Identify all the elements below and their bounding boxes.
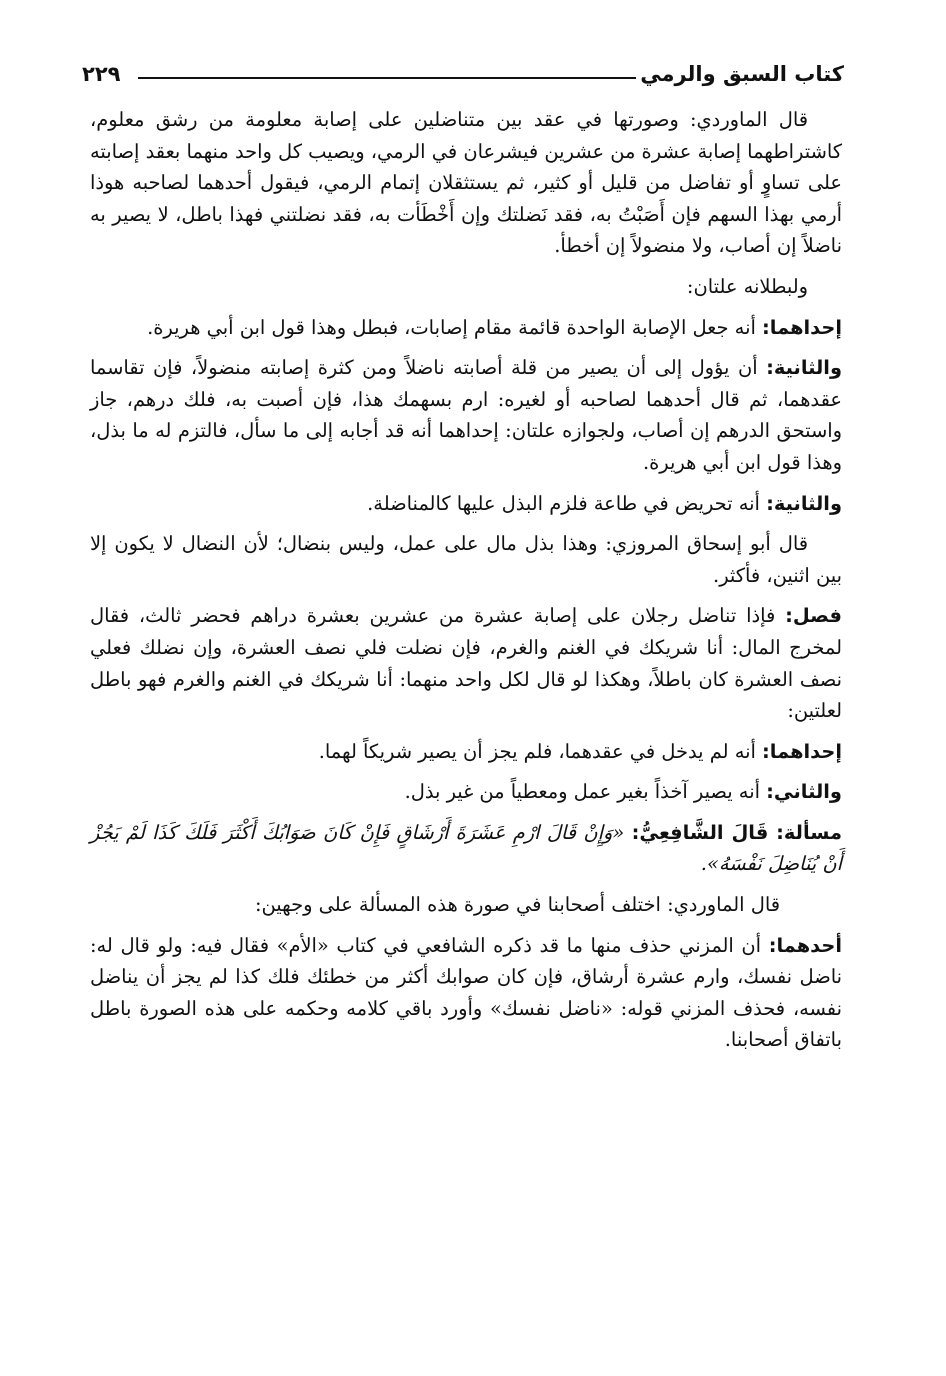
paragraph-text: قال الماوردي: اختلف أصحابنا في صورة هذه المسألة على وجهين: (255, 893, 780, 917)
paragraph-lead: والثانية: (766, 356, 842, 380)
paragraph-lead: والثاني: (766, 780, 842, 804)
paragraph-lead: إحداهما: (762, 315, 842, 339)
page-body (90, 104, 842, 1065)
paragraph (90, 104, 842, 262)
paragraph-text: أنه لم يدخل في عقدهما، فلم يجز أن يصير شريكاً لهما. (318, 739, 756, 763)
paragraph (90, 488, 842, 520)
running-title: كتاب السبق والرمي (640, 62, 844, 86)
paragraph-text: «وَإِنْ قَالَ ارْمِ عَشَرَةَ أَرْشَاقٍ فَإِنْ كَانَ صَوَابُكَ أَكْثَرَ فَلَكَ كَذَا لَمْ يَجُزْ أَنْ يُنَاضِلَ نَفْسَهُ». (90, 820, 842, 876)
paragraph-text: قال أبو إسحاق المروزي: وهذا بذل مال على عمل، وليس بنضال؛ لأن النضال لا يكون إلا بين اثنين، فأكثر. (90, 532, 842, 587)
paragraph (90, 736, 842, 768)
paragraph (90, 528, 842, 591)
paragraph-lead: فصل: (785, 604, 842, 628)
paragraph-text: ولبطلانه علتان: (686, 274, 808, 298)
paragraph-text: قال الماوردي: وصورتها في عقد بين متناضلين على إصابة معلومة من رشق معلوم، كاشتراطهما إصابة عشرة من عشرين فيشرعان في الرمي، ويصيب كل واحد منهما بعقد إصابته على تساوٍ أو تفاضل من قليل أو كثير، ثم يستثقلان إتمام الرمي، فيقول أحدهما لصاحبه هوذا أرمي بهذا السهم فإن أَصَبْتُ به، فقد نَضلتك وإن أَخْطَأت به، فقد نضلتني فهذا باطل، لا يصير به ناضلاً إن أصاب، ولا منضولاً إن أخطأ. (90, 108, 842, 258)
page-header (82, 60, 844, 94)
paragraph (90, 600, 842, 726)
paragraph (90, 817, 842, 880)
paragraph (90, 271, 842, 303)
paragraph (90, 889, 842, 921)
paragraph-text: أنه يصير آخذاً بغير عمل ومعطياً من غير بذل. (404, 780, 760, 804)
paragraph-text: أنه تحريض في طاعة فلزم البذل عليها كالمناضلة. (367, 491, 760, 515)
paragraph-text: فإذا تناضل رجلان على إصابة عشرة من عشرين بعشرة دراهم فحضر ثالث، فقال لمخرج المال: أنا شريكك في الغنم والغرم، فإن نضلت فلي نصف العشرة، وإن نضلك فعلي نصف العشرة كان باطلاً، وهكذا لو قال لكل واحد منهما: أنا شريكك في الغنم والغرم فهو باطل لعلتين: (90, 604, 842, 723)
paragraph (90, 352, 842, 478)
paragraph (90, 930, 842, 1056)
paragraph-text: أنه جعل الإصابة الواحدة قائمة مقام إصابات، فبطل وهذا قول ابن أبي هريرة. (147, 315, 756, 339)
paragraph-text: أن المزني حذف منها ما قد ذكره الشافعي في كتاب «الأم» فقال فيه: ولو قال له: ناضل نفسك، وارم عشرة أرشاق، فإن كان صوابك أكثر من خطئك فلك كذا لم يجز أن يناضل نفسه، فحذف المزني قوله: «ناضل نفسك» وأورد باقي كلامه وحكمه على هذه الصورة باطل باتفاق أصحابنا. (90, 933, 842, 1052)
paragraph (90, 776, 842, 808)
paragraph-lead: أحدهما: (768, 933, 842, 957)
page-number: ٢٢٩ (82, 62, 121, 86)
paragraph-lead: مسألة: قَالَ الشَّافِعِيُّ: (631, 820, 842, 844)
header-rule (138, 77, 636, 79)
paragraph-lead: إحداهما: (762, 739, 842, 763)
paragraph (90, 312, 842, 344)
paragraph-lead: والثانية: (766, 491, 842, 515)
paragraph-text: أن يؤول إلى أن يصير من قلة أصابته ناضلاً ومن كثرة إصابته منضولاً، فإن تقاسما عقدهما، ثم قال أحدهما لصاحبه أو لغيره: ارم بسهمك هذا، فإن أصبت به، فلك درهم، جاز واستحق الدرهم إن أصاب، ولجوازه علتان: إحداهما أنه قد أجابه إلى ما سأل، فالتزم له ما بذل، وهذا قول ابن أبي هريرة. (90, 356, 842, 474)
